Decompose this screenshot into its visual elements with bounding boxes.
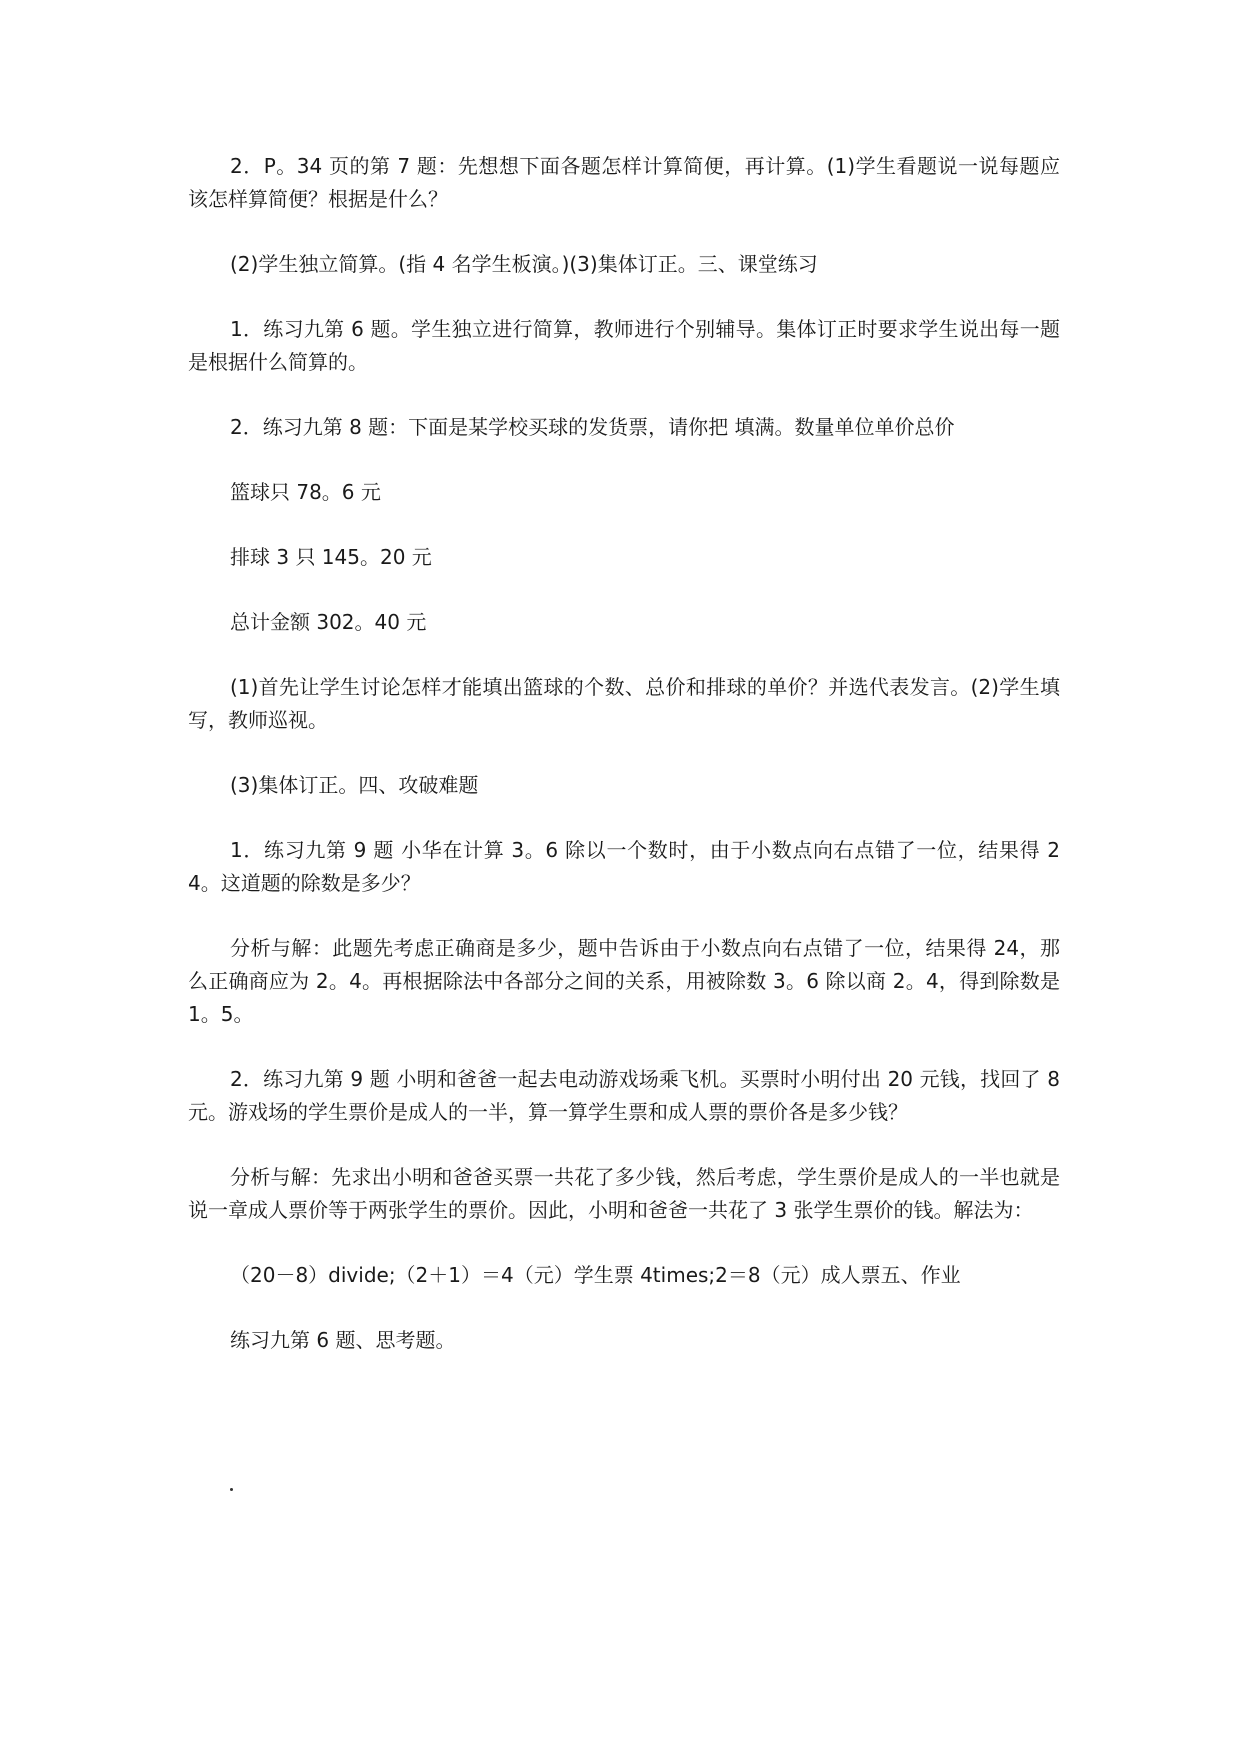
paragraph-11: 分析与解：此题先考虑正确商是多少，题中告诉由于小数点向右点错了一位，结果得 24，那么正确商应为 2。4。再根据除法中各部分之间的关系，用被除数 3。6 除以商 2。4，得到除数是 1。5。 [188,936,1060,1026]
paragraph-10: 1．练习九第 9 题 小华在计算 3。6 除以一个数时，由于小数点向右点错了一位，结果得 24。这道题的除数是多少？ [188,838,1060,895]
paragraph-6: 排球 3 只 145。20 元 [230,545,432,569]
paragraph-5: 篮球只 78。6 元 [230,480,381,504]
paragraph-1: 2．P。34 页的第 7 题：先想想下面各题怎样计算简便，再计算。(1)学生看题说一说每题应该怎样算简便？根据是什么？ [188,154,1060,211]
paragraph-7: 总计金额 302。40 元 [230,610,427,634]
paragraph-2: (2)学生独立简算。(指 4 名学生板演。)(3)集体订正。三、课堂练习 [230,252,818,276]
paragraph-12: 2．练习九第 9 题 小明和爸爸一起去电动游戏场乘飞机。买票时小明付出 20 元钱，找回了 8 元。游戏场的学生票价是成人的一半，算一算学生票和成人票的票价各是多少钱？ [188,1067,1060,1124]
paragraph-4: 2．练习九第 8 题：下面是某学校买球的发货票，请你把 填满。数量单位单价总价 [230,415,955,439]
paragraph-8: (1)首先让学生讨论怎样才能填出篮球的个数、总价和排球的单价？并选代表发言。(2)学生填写，教师巡视。 [188,675,1060,732]
paragraph-15: 练习九第 6 题、思考题。 [230,1328,456,1352]
paragraph-13: 分析与解：先求出小明和爸爸买票一共花了多少钱，然后考虑，学生票价是成人的一半也就是说一章成人票价等于两张学生的票价。因此，小明和爸爸一共花了 3 张学生票价的钱。解法为： [188,1165,1060,1222]
paragraph-3: 1．练习九第 6 题。学生独立进行简算，教师进行个别辅导。集体订正时要求学生说出每一题是根据什么简算的。 [188,317,1060,374]
footer-dot [230,1488,233,1491]
paragraph-9: (3)集体订正。四、攻破难题 [230,773,479,797]
document-body [188,150,1060,1389]
paragraph-14: （20－8）divide;（2＋1）＝4（元）学生票 4times;2＝8（元）成人票五、作业 [230,1263,961,1287]
